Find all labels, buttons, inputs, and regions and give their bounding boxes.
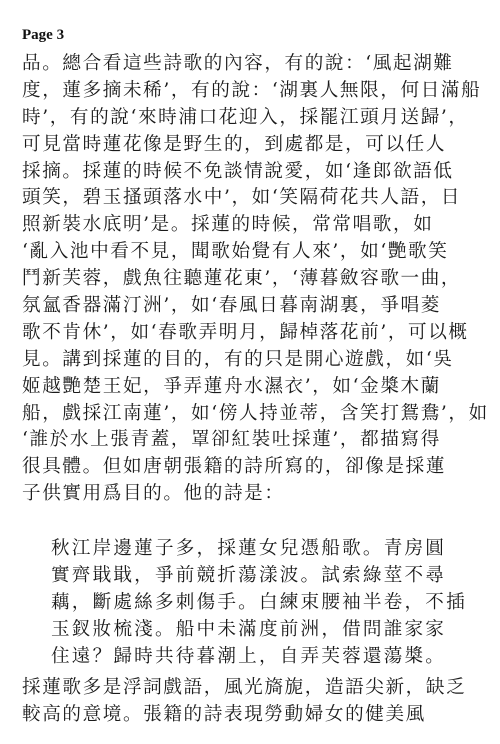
text-line: 時’，有的說‘來時浦口花迎入，採罷江頭月送歸’， <box>22 106 469 128</box>
text-line: 鬥新芙蓉，戲魚往聽蓮花東’，‘薄暮斂容歌一曲， <box>22 268 462 290</box>
text-line: 可見當時蓮花像是野生的，到處都是，可以任人 <box>22 133 447 155</box>
text-line: ‘亂入池中看不見，聞歌始覺有人來’，如‘艷歌笑 <box>22 241 449 263</box>
text-line: 頭笑，碧玉搔頭落水中’，如‘笑隔荷花共人語，日 <box>22 187 462 209</box>
text-line: 歌不肯休’，如‘春歌弄明月，歸棹落花前’，可以概 <box>22 321 469 343</box>
text-line: 見。講到採蓮的目的，有的只是開心遊戲，如‘吳 <box>22 348 454 370</box>
text-line: ‘誰於水上張青蓋，罩卻紅裝吐採蓮’，都描寫得 <box>22 429 441 451</box>
poem-quote <box>51 536 497 670</box>
poem-line: 藕，斷處絲多刺傷手。白練束腰袖半卷，不插 <box>51 591 467 613</box>
text-line: 採蓮歌多是浮詞戲語，風光旖旎，造語尖新，缺乏 <box>22 677 467 698</box>
text-line: 船，戲採江南蓮’，如‘傍人持並蒂，含笑打鴛鴦’，如 <box>22 402 489 424</box>
text-line: 較高的意境。張籍的詩表現勞動婦女的健美風 <box>22 703 426 725</box>
text-line: 姬越艷楚王妃，爭弄蓮舟水濕衣’，如‘金槳木蘭 <box>22 375 441 397</box>
text-line: 氛氳香器滿汀洲’，如‘春風日暮南湖裏，爭唱菱 <box>22 295 441 317</box>
closing-paragraph <box>22 675 492 729</box>
body-paragraph <box>22 51 492 508</box>
text-line: 子供實用爲目的。他的詩是： <box>22 483 285 505</box>
poem-line: 實齊戢戢，爭前競折蕩漾波。試索綠莖不尋 <box>51 564 447 586</box>
text-line: 度，蓮多摘未稀’，有的說：‘湖裏人無限，何日滿船 <box>22 79 482 101</box>
text-line: 採摘。採蓮的時候不免談情說愛，如‘逢郎欲語低 <box>22 160 454 182</box>
page-number: Page 3 <box>22 27 65 43</box>
text-line: 很具體。但如唐朝張籍的詩所寫的，卻像是採蓮 <box>22 456 447 478</box>
text-line: 照新裝水底明’是。採蓮的時候，常常唱歌，如 <box>22 214 434 236</box>
poem-line: 住遠？歸時共待暮潮上，自弄芙蓉還蕩槳。 <box>51 645 447 667</box>
text-line: 品。總合看這些詩歌的內容，有的說：‘風起湖難 <box>22 53 454 74</box>
poem-line: 秋江岸邊蓮子多，採蓮女兒憑船歌。青房圓 <box>51 538 447 559</box>
poem-line: 玉釵妝梳淺。船中未滿度前洲，借問誰家家 <box>51 618 447 640</box>
